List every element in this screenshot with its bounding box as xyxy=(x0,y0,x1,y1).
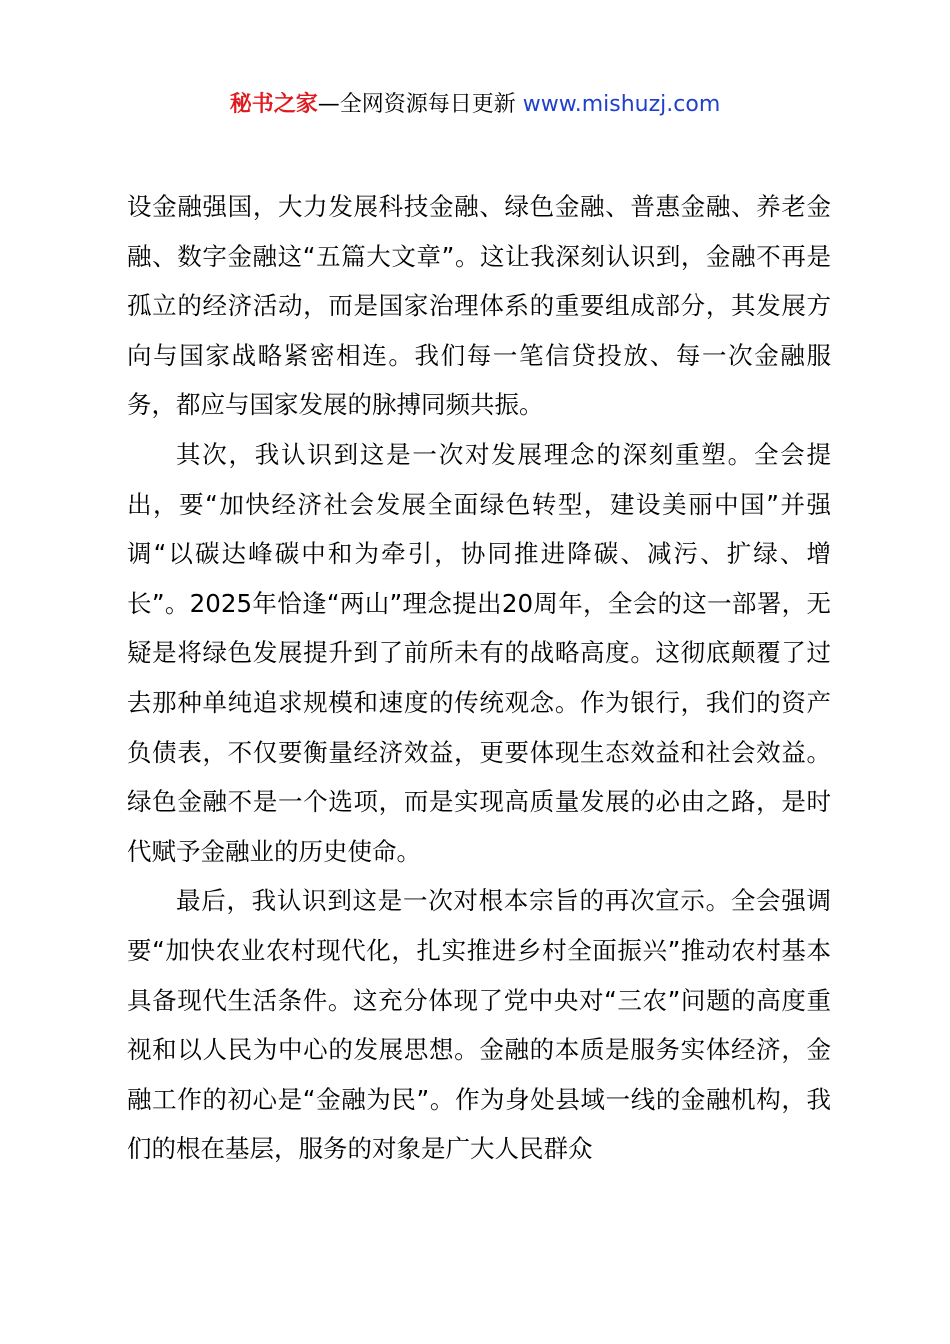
document-body xyxy=(127,182,831,1174)
paragraph-last: 最后，我认识到这是一次对根本宗旨的再次宣示。全会强调要“加快农业农村现代化，扎实推进乡村全面振兴”推动农村基本具备现代生活条件。这充分体现了党中央对“三农”问题的高度重视和以人民为中心的发展思想。金融的本质是服务实体经济，金融工作的初心是“金融为民”。作为身处县域一线的金融机构，我们的根在基层，服务的对象是广大人民群众 xyxy=(127,886,831,1164)
brand-name: 秘书之家 xyxy=(229,92,318,117)
header-tagline: —全网资源每日更新 xyxy=(317,92,523,117)
site-url-link[interactable]: www.mishuzj.com xyxy=(522,92,721,117)
site-header xyxy=(0,88,950,122)
paragraph-second: 其次，我认识到这是一次对发展理念的深刻重塑。全会提出，要“加快经济社会发展全面绿色转型，建设美丽中国”并强调“以碳达峰碳中和为牵引，协同推进降碳、减污、扩绿、增长”。2025年恰逢“两山”理念提出20周年，全会的这一部署，无疑是将绿色发展提升到了前所未有的战略高度。这彻底颠覆了过去那种单纯追求规模和速度的传统观念。作为银行，我们的资产负债表，不仅要衡量经济效益，更要体现生态效益和社会效益。绿色金融不是一个选项，而是实现高质量发展的必由之路，是时代赋予金融业的历史使命。 xyxy=(127,439,831,866)
paragraph-continuation: 设金融强国，大力发展科技金融、绿色金融、普惠金融、养老金融、数字金融这“五篇大文章”。这让我深刻认识到，金融不再是孤立的经济活动，而是国家治理体系的重要组成部分，其发展方向与国家战略紧密相连。我们每一笔信贷投放、每一次金融服务，都应与国家发展的脉搏同频共振。 xyxy=(127,192,831,420)
